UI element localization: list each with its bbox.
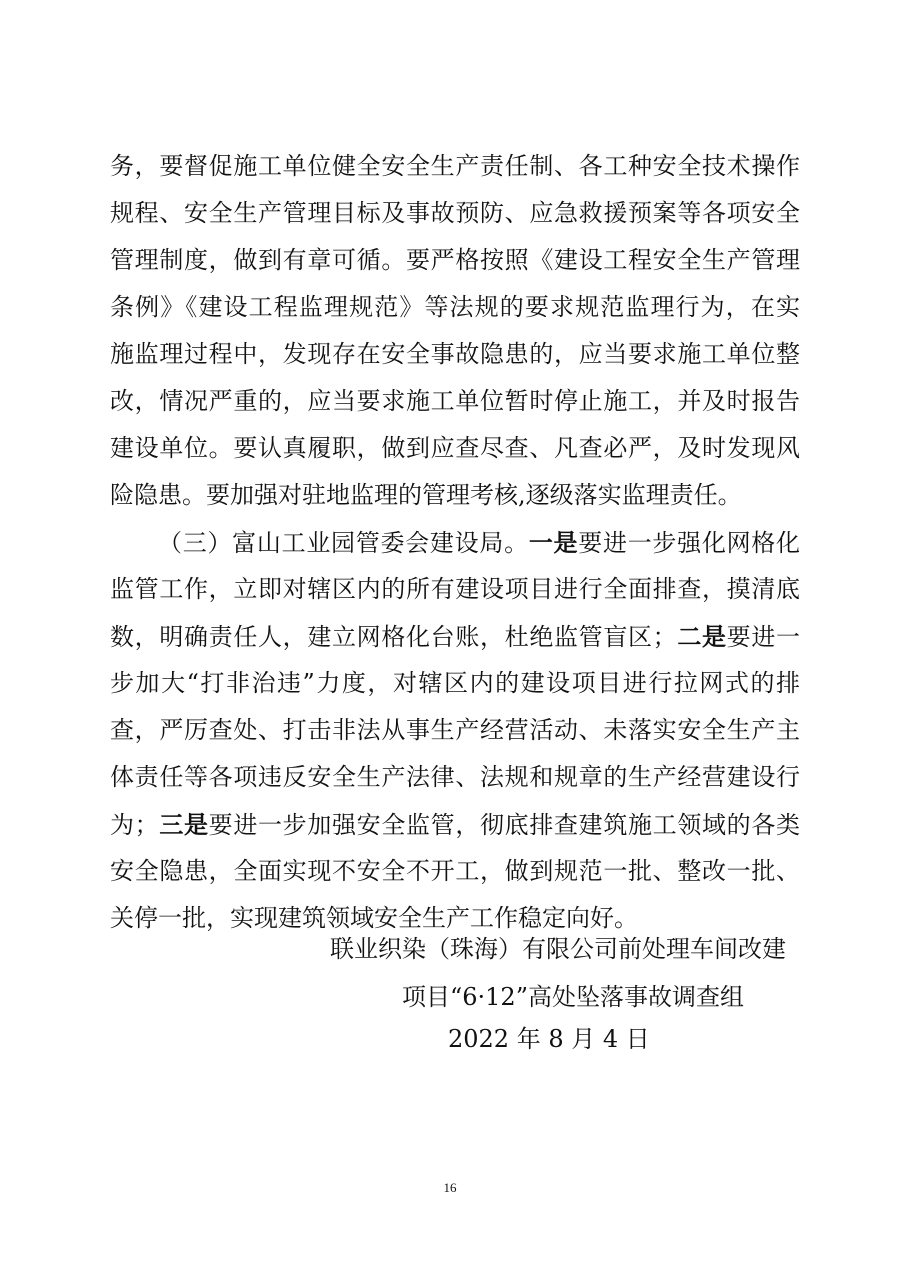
para2-line-9: 关停一批，实现建筑领域安全生产工作稳定向好。: [110, 904, 638, 932]
para1-line-5: 施监理过程中，发现存在安全事故隐患的，应当要求施工单位整: [110, 340, 800, 368]
bold-second: 二是: [676, 622, 727, 651]
para2-line-4: 步加大“打非治违”力度，对辖区内的建设项目进行拉网式的排: [110, 669, 800, 697]
para2-line-2: 监管工作，立即对辖区内的所有建设项目进行全面排查，摸清底: [110, 575, 800, 603]
para2-line-8: 安全隐患，全面实现不安全不开工，做到规范一批、整改一批、: [110, 857, 800, 885]
para2-line-3-head: 数，明确责任人，建立网格化台账，杜绝监管盲区；: [110, 623, 677, 651]
para2-line-7-tail: 要进一步加强安全监管，彻底排查建筑施工领域的各类: [208, 811, 800, 839]
para1-line-8: 险隐患。要加强对驻地监理的管理考核,逐级落实监理责任。: [110, 481, 742, 509]
bold-first: 一是: [528, 528, 579, 557]
section-heading: （三）富山工业园管委会建设局。: [158, 529, 529, 557]
para2-line-3: [110, 613, 800, 660]
para1-line-2: 规程、安全生产管理目标及事故预防、应急救援预案等各项安全: [110, 199, 800, 227]
para1-line-7: 建设单位。要认真履职，做到应查尽查、凡查必严，及时发现风: [110, 434, 800, 462]
para2-line-7: [110, 801, 800, 848]
para2-line-7-head: 为；: [110, 811, 159, 839]
para1-line-6: 改，情况严重的，应当要求施工单位暂时停止施工，并及时报告: [110, 387, 800, 415]
para2-line-1-tail: 要进一步强化网格化: [578, 529, 800, 557]
signature-date: 2022 年 8 月 4 日: [448, 1025, 650, 1053]
para2-line-1: [110, 519, 800, 566]
signature-org-line-2: 项目“6·12”高处坠落事故调查组: [402, 983, 744, 1011]
para2-line-5: 查，严厉查处、打击非法从事生产经营活动、未落实安全生产主: [110, 716, 800, 744]
para1-line-4: 条例》《建设工程监理规范》等法规的要求规范监理行为，在实: [110, 293, 800, 321]
para2-line-3-tail: 要进一: [726, 623, 800, 651]
signature-org-line-1: 联业织染（珠海）有限公司前处理车间改建: [330, 935, 786, 963]
bold-third: 三是: [158, 810, 209, 839]
page-number: 16: [443, 1180, 457, 1195]
para1-line-3: 管理制度，做到有章可循。要严格按照《建设工程安全生产管理: [110, 246, 800, 274]
para1-line-1: 务，要督促施工单位健全安全生产责任制、各工种安全技术操作: [110, 152, 800, 180]
body-text: [110, 143, 800, 942]
para2-line-6: 体责任等各项违反安全生产法律、法规和规章的生产经营建设行: [110, 763, 800, 791]
